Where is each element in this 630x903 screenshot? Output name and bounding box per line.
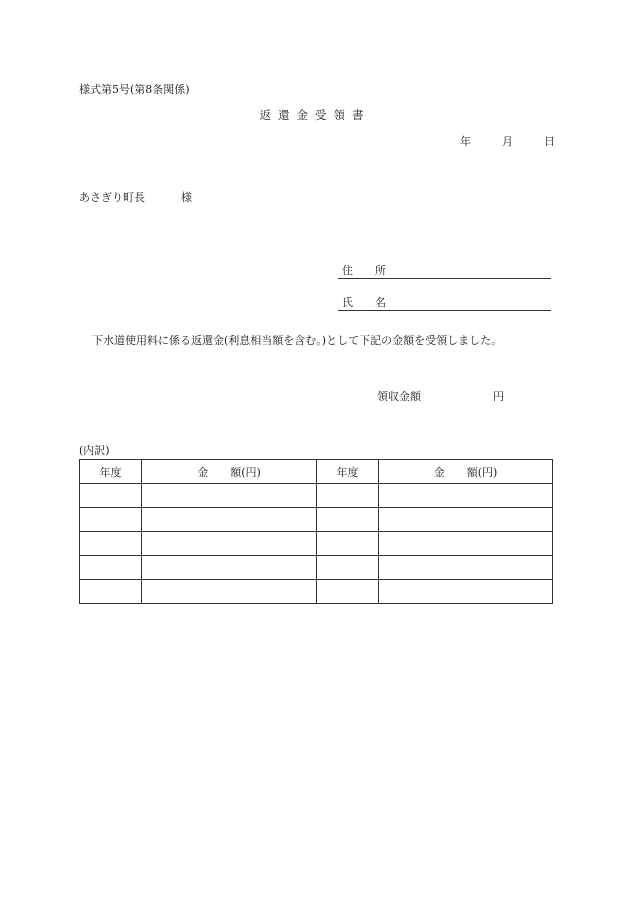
amount-cell[interactable] [379, 532, 553, 556]
date-year: 年 [460, 135, 471, 148]
table-row [80, 508, 553, 532]
fiscal-year-cell[interactable] [317, 580, 379, 604]
fiscal-year-cell[interactable] [317, 556, 379, 580]
date-day: 日 [544, 135, 555, 148]
amount-cell[interactable] [142, 508, 317, 532]
amount-cell[interactable] [379, 484, 553, 508]
table-row [80, 556, 553, 580]
fiscal-year-cell[interactable] [80, 508, 142, 532]
breakdown-table [79, 459, 553, 604]
name-label: 氏 名 [342, 296, 386, 309]
header-fiscal-year-1: 年度 [80, 460, 142, 484]
fiscal-year-cell[interactable] [80, 556, 142, 580]
document-title: 返還金受領書 [259, 108, 371, 122]
amount-cell[interactable] [379, 580, 553, 604]
breakdown-label: (内訳) [79, 444, 110, 457]
received-amount [377, 388, 504, 404]
addressee [79, 189, 192, 205]
name-field[interactable] [338, 292, 551, 311]
table-row [80, 532, 553, 556]
amount-cell[interactable] [142, 484, 317, 508]
table-row [80, 484, 553, 508]
amount-unit: 円 [493, 390, 504, 403]
amount-cell[interactable] [379, 508, 553, 532]
fiscal-year-cell[interactable] [80, 580, 142, 604]
amount-cell[interactable] [142, 556, 317, 580]
fiscal-year-cell[interactable] [317, 508, 379, 532]
address-label: 住 所 [342, 264, 386, 277]
date-month: 月 [502, 135, 513, 148]
fiscal-year-cell[interactable] [317, 484, 379, 508]
amount-cell[interactable] [379, 556, 553, 580]
header-fiscal-year-2: 年度 [317, 460, 379, 484]
amount-label: 領収金額 [377, 390, 421, 403]
form-number: 様式第5号(第8条関係) [79, 83, 190, 96]
table-header-row [80, 460, 553, 484]
header-amount-2: 金 額(円) [379, 460, 553, 484]
addressee-name: あさぎり町長 [79, 191, 145, 204]
fiscal-year-cell[interactable] [317, 532, 379, 556]
receipt-statement: 下水道使用料に係る返還金(利息相当額を含む。)として下記の金額を受領しました。 [92, 334, 503, 347]
amount-cell[interactable] [142, 580, 317, 604]
date-line [460, 133, 555, 149]
fiscal-year-cell[interactable] [80, 484, 142, 508]
header-amount-1: 金 額(円) [142, 460, 317, 484]
fiscal-year-cell[interactable] [80, 532, 142, 556]
address-field[interactable] [338, 260, 551, 279]
addressee-honorific: 様 [181, 191, 192, 204]
amount-cell[interactable] [142, 532, 317, 556]
table-row [80, 580, 553, 604]
